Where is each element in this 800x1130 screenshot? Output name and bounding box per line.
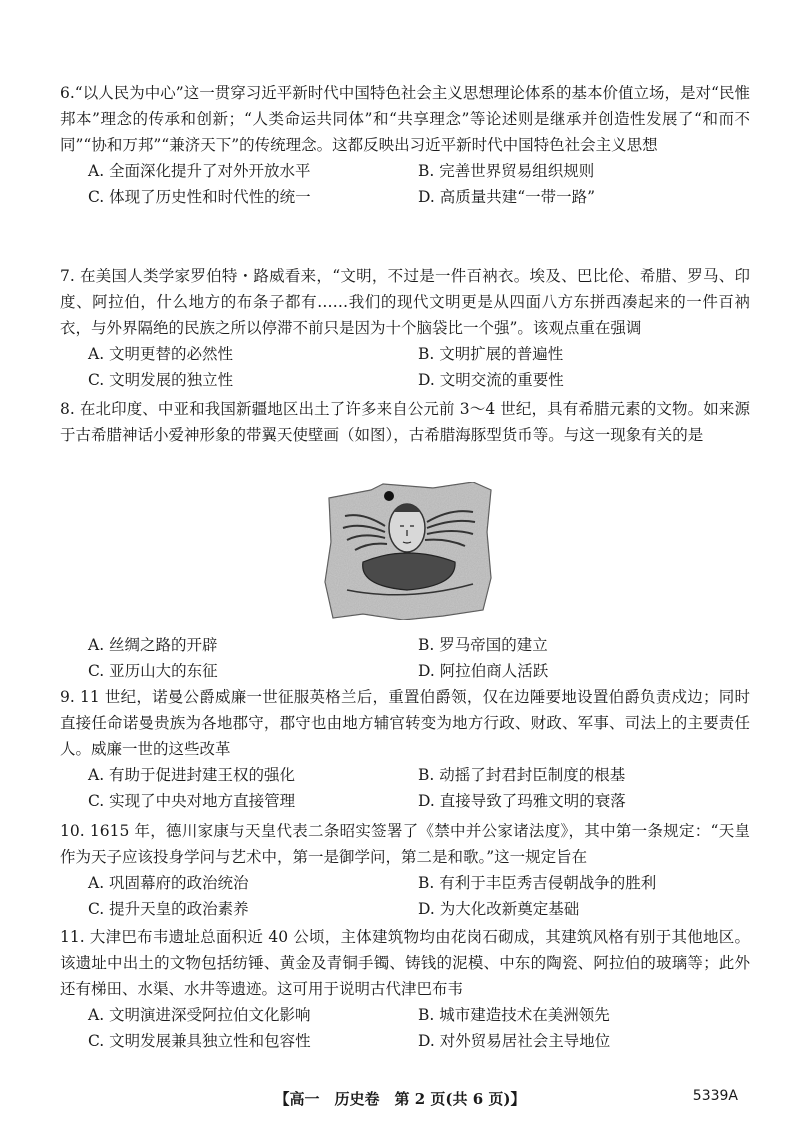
option-d: D. 对外贸易居社会主导地位 — [418, 1032, 611, 1050]
option-a: A. 巩固幕府的政治统治 — [88, 874, 249, 892]
question-7 — [60, 263, 750, 393]
option-c: C. 文明发展兼具独立性和包容性 — [88, 1032, 311, 1050]
option-b: B. 文明扩展的普遍性 — [418, 345, 564, 363]
options-grid — [88, 341, 750, 393]
option-c: C. 亚历山大的东征 — [88, 662, 218, 680]
option-d: D. 直接导致了玛雅文明的衰落 — [418, 792, 626, 810]
option-c: C. 文明发展的独立性 — [88, 371, 234, 389]
options-grid — [88, 1002, 750, 1054]
exam-code: 5339A — [692, 1088, 738, 1104]
option-d: D. 阿拉伯商人活跃 — [418, 662, 549, 680]
options-grid — [88, 762, 750, 814]
option-b: B. 完善世界贸易组织规则 — [418, 162, 595, 180]
option-b: B. 罗马帝国的建立 — [418, 636, 548, 654]
options-grid — [88, 158, 750, 210]
options-grid — [88, 632, 750, 684]
option-d: D. 高质量共建“一带一路” — [418, 188, 596, 206]
winged-angel-mural-image — [323, 482, 493, 620]
question-6 — [60, 80, 750, 210]
option-b: B. 有利于丰臣秀吉侵朝战争的胜利 — [418, 874, 657, 892]
option-a: A. 有助于促进封建王权的强化 — [88, 766, 296, 784]
question-11 — [60, 924, 750, 1054]
footer-title: 【高一 历史卷 第 2 页(共 6 页)】 — [274, 1090, 526, 1108]
question-9 — [60, 684, 750, 814]
option-a: A. 文明更替的必然性 — [88, 345, 234, 363]
option-d: D. 为大化改新奠定基础 — [418, 900, 580, 918]
question-stem: 10. 1615 年，德川家康与天皇代表二条昭实签署了《禁中并公家诸法度》，其中第一条规定：“天皇作为天子应该投身学问与艺术中，第一是御学问，第二是和歌。”这一规定旨在 — [60, 822, 750, 866]
question-stem: 8. 在北印度、中亚和我国新疆地区出土了许多来自公元前 3～4 世纪，具有希腊元素的文物。如来源于古希腊神话小爱神形象的带翼天使壁画（如图），古希腊海豚型货币等。与这一现象有关的是 — [60, 400, 750, 444]
option-a: A. 文明演进深受阿拉伯文化影响 — [88, 1006, 311, 1024]
options-grid — [88, 870, 750, 922]
question-stem: 7. 在美国人类学家罗伯特・路威看来，“文明，不过是一件百衲衣。埃及、巴比伦、希腊、罗马、印度、阿拉伯，什么地方的布条子都有……我们的现代文明更是从四面八方东拼西凑起来的一件百衲衣，与外界隔绝的民族之所以停滞不前只是因为十个脑袋比一个强”。该观点重在强调 — [60, 267, 750, 337]
page-footer — [0, 1088, 800, 1112]
option-a: A. 全面深化提升了对外开放水平 — [88, 162, 311, 180]
option-a: A. 丝绸之路的开辟 — [88, 636, 218, 654]
question-stem: 9. 11 世纪，诺曼公爵威廉一世征服英格兰后，重置伯爵领，仅在边陲要地设置伯爵负责戍边；同时直接任命诺曼贵族为各地郡守，郡守也由地方辅官转变为地方行政、财政、军事、司法上的主要责任人。威廉一世的这些改革 — [60, 688, 750, 758]
option-b: B. 动摇了封君封臣制度的根基 — [418, 766, 626, 784]
question-stem: 6.“以人民为中心”这一贯穿习近平新时代中国特色社会主义思想理论体系的基本价值立场，是对“民惟邦本”理念的传承和创新；“人类命运共同体”和“共享理念”等论述则是继承并创造性发展了“和而不同”“协和万邦”“兼济天下”的传统理念。这都反映出习近平新时代中国特色社会主义思想 — [60, 84, 750, 154]
option-d: D. 文明交流的重要性 — [418, 371, 564, 389]
option-b: B. 城市建造技术在美洲领先 — [418, 1006, 610, 1024]
question-stem: 11. 大津巴布韦遗址总面积近 40 公顷，主体建筑物均由花岗石砌成，其建筑风格有别于其他地区。该遗址中出土的文物包括纺锤、黄金及青铜手镯、铸钱的泥模、中东的陶瓷、阿拉伯的玻璃等；此外还有梯田、水渠、水井等遗迹。这可用于说明古代津巴布韦 — [60, 928, 750, 998]
question-8 — [60, 396, 750, 448]
option-c: C. 提升天皇的政治素养 — [88, 900, 249, 918]
option-c: C. 实现了中央对地方直接管理 — [88, 792, 296, 810]
question-10 — [60, 818, 750, 922]
option-c: C. 体现了历史性和时代性的统一 — [88, 188, 311, 206]
question-8-options — [60, 632, 750, 684]
